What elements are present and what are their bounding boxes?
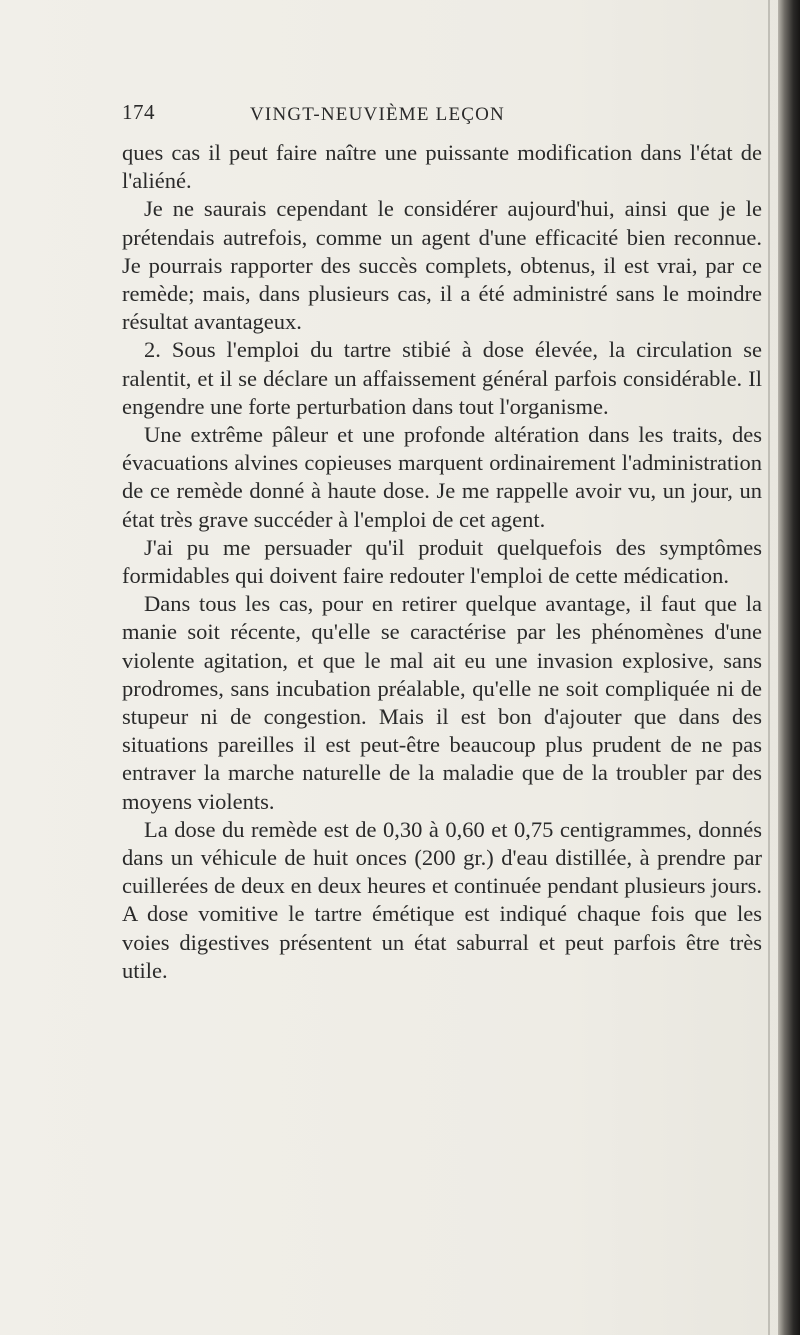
paragraph-continuation: ques cas il peut faire naître une puissante modification dans l'état de l'aliéné. xyxy=(122,140,762,194)
body-text xyxy=(122,139,762,985)
paragraph: Une extrême pâleur et une profonde altération dans les traits, des évacuations alvines copieuses marquent ordinairement l'administration de ce remède donné à haute dose. Je me rappelle avoir vu, un jour, un état très grave succéder à l'emploi de cet agent. xyxy=(122,422,762,532)
paragraph: Dans tous les cas, pour en retirer quelque avantage, il faut que la manie soit récente, qu'elle se caractérise par les phénomènes d'une violente agitation, et que le mal ait eu une invasion explosive, sans prodromes, sans incubation préalable, qu'elle ne soit compliquée ni de stupeur ni de congestion. Mais il est bon d'ajouter que dans des situations pareilles il est peut-être beaucoup plus prudent de ne pas entraver la marche naturelle de la maladie que de la troubler par des moyens violents. xyxy=(122,591,762,814)
paragraph: J'ai pu me persuader qu'il produit quelquefois des symptômes formidables qui doivent faire redouter l'emploi de cette médication. xyxy=(122,534,762,589)
paragraph: La dose du remède est de 0,30 à 0,60 et 0,75 centigrammes, donnés dans un véhicule de huit onces (200 gr.) d'eau distillée, à prendre par cuillerées de deux en deux heures et continuée pendant plusieurs jours. A dose vomitive le tartre émétique est indiqué chaque fois que les voies digestives présentent un état saburral et peut parfois être très utile. xyxy=(122,816,762,983)
paragraph: 2. Sous l'emploi du tartre stibié à dose élevée, la circulation se ralentit, et il se déclare un affaissement général parfois considérable. Il engendre une forte perturbation dans tout l'organisme. xyxy=(122,337,762,419)
paragraph: Je ne saurais cependant le considérer aujourd'hui, ainsi que je le prétendais autrefois, comme un agent d'une efficacité bien reconnue. Je pourrais rapporter des succès complets, obtenus, il est vrai, par ce remède; mais, dans plusieurs cas, il a été administré sans le moindre résultat avantageux. xyxy=(122,196,762,335)
running-title: VINGT-NEUVIÈME LEÇON xyxy=(250,104,505,125)
page-number: 174 xyxy=(122,100,155,124)
binding-edge xyxy=(778,0,800,1335)
page-shadow-line xyxy=(768,0,770,1335)
